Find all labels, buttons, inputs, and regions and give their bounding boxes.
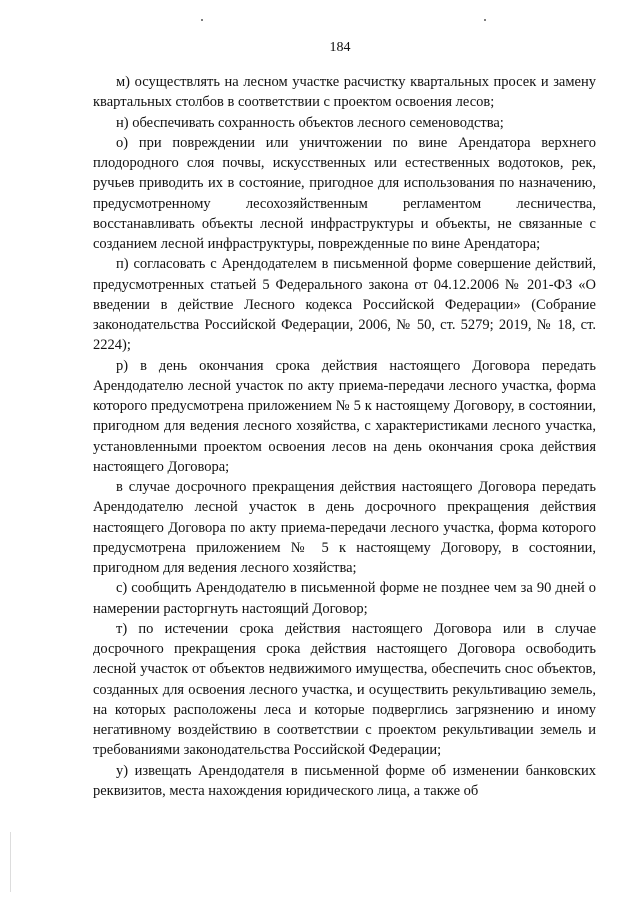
scan-speck (201, 19, 203, 21)
paragraph-n: н) обеспечивать сохранность объектов лесного семеноводства; (116, 114, 504, 131)
scan-speck (484, 19, 486, 21)
scan-edge-mark (10, 832, 11, 892)
paragraph-u: у) извещать Арендодателя в письменной форме об изменении банковских реквизитов, места нахождения юридического лица, а также об (93, 762, 596, 799)
paragraph-s: с) сообщить Арендодателю в письменной форме не позднее чем за 90 дней о намерении расторгнуть настоящий Договор; (93, 580, 596, 617)
document-body (93, 72, 596, 801)
paragraph-t: т) по истечении срока действия настоящего Договора или в случае досрочного прекращения срока действия настоящего Договора освободить лесной участок от объектов недвижимого имущества, обеспечить снос объектов, созданных для освоения лесного участка, и осуществить рекультивацию земель, на которых расположены леса и которые подверглись загрязнению и иному негативному воздействию в соответствии с проектом рекультивации земель и требованиями законодательства Российской Федерации; (93, 620, 596, 759)
paragraph-m: м) осуществлять на лесном участке расчистку квартальных просек и замену квартальных столбов в соответствии с проектом освоения лесов; (93, 74, 596, 111)
paragraph-p: п) согласовать с Арендодателем в письменной форме совершение действий, предусмотренных статьей 5 Федерального закона от 04.12.2006 № 201-ФЗ «О введении в действие Лесного кодекса Российской Федерации» (Собрание законодательства Российской Федерации, 2006, № 50, ст. 5279; 2019, № 18, ст. 2224); (93, 256, 596, 354)
paragraph-r: р) в день окончания срока действия настоящего Договора передать Арендодателю лесной участок по акту приема-передачи лесного участка, форма которого предусмотрена приложением № 5 к настоящему Договору, в состоянии, пригодном для ведения лесного хозяйства, с характеристиками лесного участка, установленными проектом освоения лесов на день окончания срока действия настоящего Договора; (93, 357, 596, 475)
paragraph-r-early-termination: в случае досрочного прекращения действия настоящего Договора передать Арендодателю лесной участок в день досрочного прекращения действия настоящего Договора по акту приема-передачи лесного участка, форма которого предусмотрена приложением № 5 к настоящему Договору, в состоянии, пригодном для ведения лесного хозяйства; (93, 479, 596, 576)
paragraph-o: о) при повреждении или уничтожении по вине Арендатора верхнего плодородного слоя почвы, искусственных или естественных водотоков, рек, ручьев приводить их в состояние, пригодное для использования по назначению, предусмотренному лесохозяйственным регламентом лесничества, восстанавливать объекты лесной инфраструктуры и объекты, не связанные с созданием лесной инфраструктуры, поврежденные по вине Арендатора; (93, 134, 596, 252)
page-number: 184 (329, 40, 351, 55)
